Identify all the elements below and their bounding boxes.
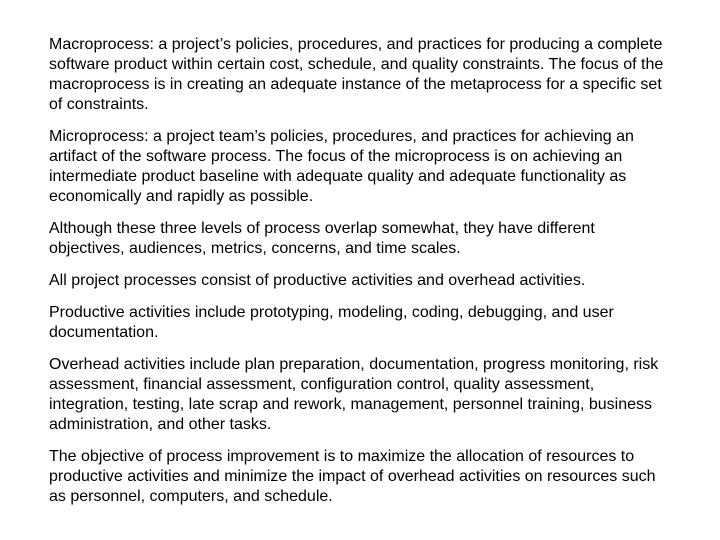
paragraph-macroprocess: Macroprocess: a project’s policies, procedures, and practices for producing a complete software product within certain cost, schedule, and quality constraints. The focus of the macroprocess is in creating an adequate instance of the metaprocess for a specific set of constraints. — [49, 36, 664, 113]
paragraph-process-improvement: The objective of process improvement is to maximize the allocation of resources to productive activities and minimize the impact of overhead activities on resources such as personnel, computers, and schedule. — [49, 448, 656, 505]
paragraph-microprocess: Microprocess: a project team’s policies, procedures, and practices for achieving an artifact of the software process. The focus of the microprocess is on achieving an intermediate product baseline with adequate quality and adequate functionality as economically and rapidly as possible. — [49, 128, 634, 205]
paragraph-project-processes: All project processes consist of productive activities and overhead activities. — [49, 272, 586, 289]
paragraph-productive-activities: Productive activities include prototyping, modeling, coding, debugging, and user documentation. — [49, 304, 614, 341]
paragraph-overhead-activities: Overhead activities include plan preparation, documentation, progress monitoring, risk assessment, financial assessment, configuration control, quality assessment, integration, testing, late scrap and rework, management, personnel training, business administration, and other tasks. — [49, 356, 659, 433]
paragraph-process-levels: Although these three levels of process overlap somewhat, they have different objectives, audiences, metrics, concerns, and time scales. — [49, 220, 595, 257]
slide-body — [49, 35, 674, 507]
